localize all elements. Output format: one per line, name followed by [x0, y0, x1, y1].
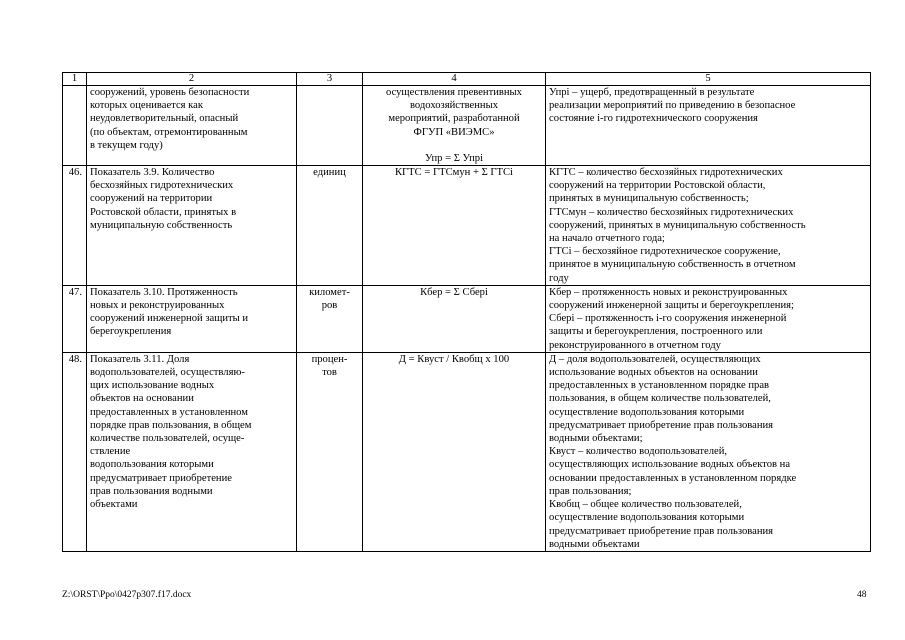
text-line: ров: [321, 300, 338, 312]
row-number: [63, 86, 87, 166]
description-cell: [546, 86, 871, 166]
text-line: Д = Квуст / Квобщ x 100: [398, 353, 510, 365]
footer-page-number: 48: [857, 590, 867, 600]
table-row: [63, 166, 871, 286]
text-line: процен-: [311, 353, 348, 365]
text-line: водопользования которыми: [90, 459, 214, 471]
text-line: единиц: [313, 167, 346, 179]
indicator-cell: [87, 352, 297, 551]
indicator-cell: [87, 86, 297, 166]
text-line: принятых в муниципальную собственность;: [549, 193, 749, 205]
text-line: сооружений, принятых в муниципальную собственность: [549, 219, 806, 231]
text-line: состояние i-го гидротехнического сооружения: [549, 113, 758, 125]
row-number: 46.: [63, 166, 87, 286]
text-line: мероприятий, разработанной: [388, 113, 520, 125]
text-line: использование водных объектов на основании: [549, 367, 758, 379]
text-line: предоставленных в установленном порядке прав: [549, 380, 770, 392]
text-line: принятое в муниципальную собственность в отчетном: [549, 259, 796, 271]
text-line: Упрi – ущерб, предотвращенный в результате: [549, 87, 755, 98]
text-line: ствление: [90, 446, 131, 458]
text-line: осуществление водопользования которыми: [549, 406, 745, 418]
text-line: сооружений на территории: [90, 193, 213, 205]
text-line: осуществляющих использование водных объектов на: [549, 459, 791, 471]
text-line: муниципальную собственность: [90, 219, 233, 231]
text-line: основании предоставленных в установленном порядке: [549, 472, 797, 484]
text-line: Сберi – протяженность i-го сооружения инженерной: [549, 313, 787, 325]
text-line: Кбер = Σ Сберi: [420, 286, 488, 298]
formula-cell: [363, 86, 546, 166]
row-number: 47.: [63, 285, 87, 352]
text-line: осуществления превентивных: [386, 87, 522, 98]
table-header-row: [63, 73, 871, 86]
text-line: Упр = Σ Упрi: [424, 152, 484, 164]
text-line: Квуст – количество водопользователей,: [549, 446, 728, 458]
text-line: щих использование водных: [90, 380, 215, 392]
footer-file-path: Z:\ORST\Ppo\0427p307.f17.docx: [62, 590, 192, 600]
description-cell: [546, 352, 871, 551]
text-line: берегоукрепления: [90, 326, 172, 338]
text-line: Ростовской области, принятых в: [90, 206, 237, 218]
text-line: объектов на основании: [90, 393, 194, 405]
text-line: КГТС – количество бесхозяйных гидротехнических: [549, 167, 783, 179]
text-line: водными объектами;: [549, 433, 643, 445]
text-line: сооружений инженерной защиты и: [90, 313, 249, 325]
text-line: на начало отчетного года;: [549, 233, 665, 245]
text-line: сооружений на территории Ростовской области,: [549, 180, 766, 192]
text-line: тов: [322, 367, 337, 379]
description-cell: [546, 166, 871, 286]
formula-cell: [363, 285, 546, 352]
unit-cell: [297, 86, 363, 166]
header-col-4: 4: [363, 73, 546, 86]
table-row: [63, 86, 871, 166]
text-line: километ-: [309, 286, 350, 298]
text-line: (по объектам, отремонтированным: [90, 126, 248, 138]
text-line: предусматривает приобретение прав пользования: [549, 525, 774, 537]
text-line: объектами: [90, 499, 138, 511]
text-line: порядке прав пользования, в общем: [90, 419, 252, 431]
header-col-5: 5: [546, 73, 871, 86]
text-line: прав пользования водными: [90, 485, 213, 497]
indicators-table: [62, 72, 871, 552]
text-line: в текущем году): [90, 139, 163, 151]
text-line: году: [549, 272, 569, 284]
text-line: защиты и берегоукрепления, построенного или: [549, 326, 763, 338]
text-line: Показатель 3.11. Доля: [90, 353, 190, 365]
text-line: новых и реконструированных: [90, 300, 225, 312]
text-line: количестве пользователей, осуще-: [90, 433, 245, 445]
text-line: реализации мероприятий по приведению в безопасное: [549, 100, 796, 112]
header-col-1: 1: [63, 73, 87, 86]
table-row: [63, 285, 871, 352]
text-line: реконструированного в отчетном году: [549, 339, 721, 351]
description-cell: [546, 285, 871, 352]
header-col-2: 2: [87, 73, 297, 86]
text-line: ФГУП «ВИЭМС»: [413, 126, 495, 138]
text-line: Показатель 3.9. Количество: [90, 167, 215, 179]
text-line: водопользователей, осуществляю-: [90, 367, 245, 379]
text-line: бесхозяйных гидротехнических: [90, 180, 234, 192]
unit-cell: [297, 285, 363, 352]
text-line: ГТСмун – количество бесхозяйных гидротехнических: [549, 206, 794, 218]
text-line: которых оценивается как: [90, 100, 204, 112]
formula-cell: [363, 352, 546, 551]
text-line: осуществление водопользования которыми: [549, 512, 745, 524]
text-line: Квобщ – общее количество пользователей,: [549, 499, 742, 511]
text-line: предусматривает приобретение прав пользования: [549, 419, 774, 431]
text-line: пользования, в общем количестве пользователей,: [549, 393, 771, 405]
formula-cell: [363, 166, 546, 286]
text-line: прав пользования;: [549, 485, 632, 497]
text-line: Показатель 3.10. Протяженность: [90, 286, 238, 298]
indicator-cell: [87, 285, 297, 352]
row-number: 48.: [63, 352, 87, 551]
text-line: Д – доля водопользователей, осуществляющих: [549, 353, 761, 365]
text-line: водохозяйственных: [410, 100, 498, 112]
table-row: [63, 352, 871, 551]
text-line: предусматривает приобретение: [90, 472, 232, 484]
text-line: водными объектами: [549, 538, 640, 550]
header-col-3: 3: [297, 73, 363, 86]
text-line: ГТСi – бесхозяйное гидротехническое сооружение,: [549, 246, 781, 258]
unit-cell: [297, 166, 363, 286]
text-line: [366, 139, 542, 152]
text-line: неудовлетворительный, опасный: [90, 113, 239, 125]
indicator-cell: [87, 166, 297, 286]
text-line: КГТС = ГТСмун + Σ ГТСi: [394, 167, 514, 179]
text-line: сооружений, уровень безопасности: [90, 87, 250, 98]
unit-cell: [297, 352, 363, 551]
text-line: предоставленных в установленном: [90, 406, 248, 418]
text-line: Кбер – протяженность новых и реконструированных: [549, 286, 788, 298]
text-line: сооружений инженерной защиты и берегоукрепления;: [549, 300, 794, 312]
